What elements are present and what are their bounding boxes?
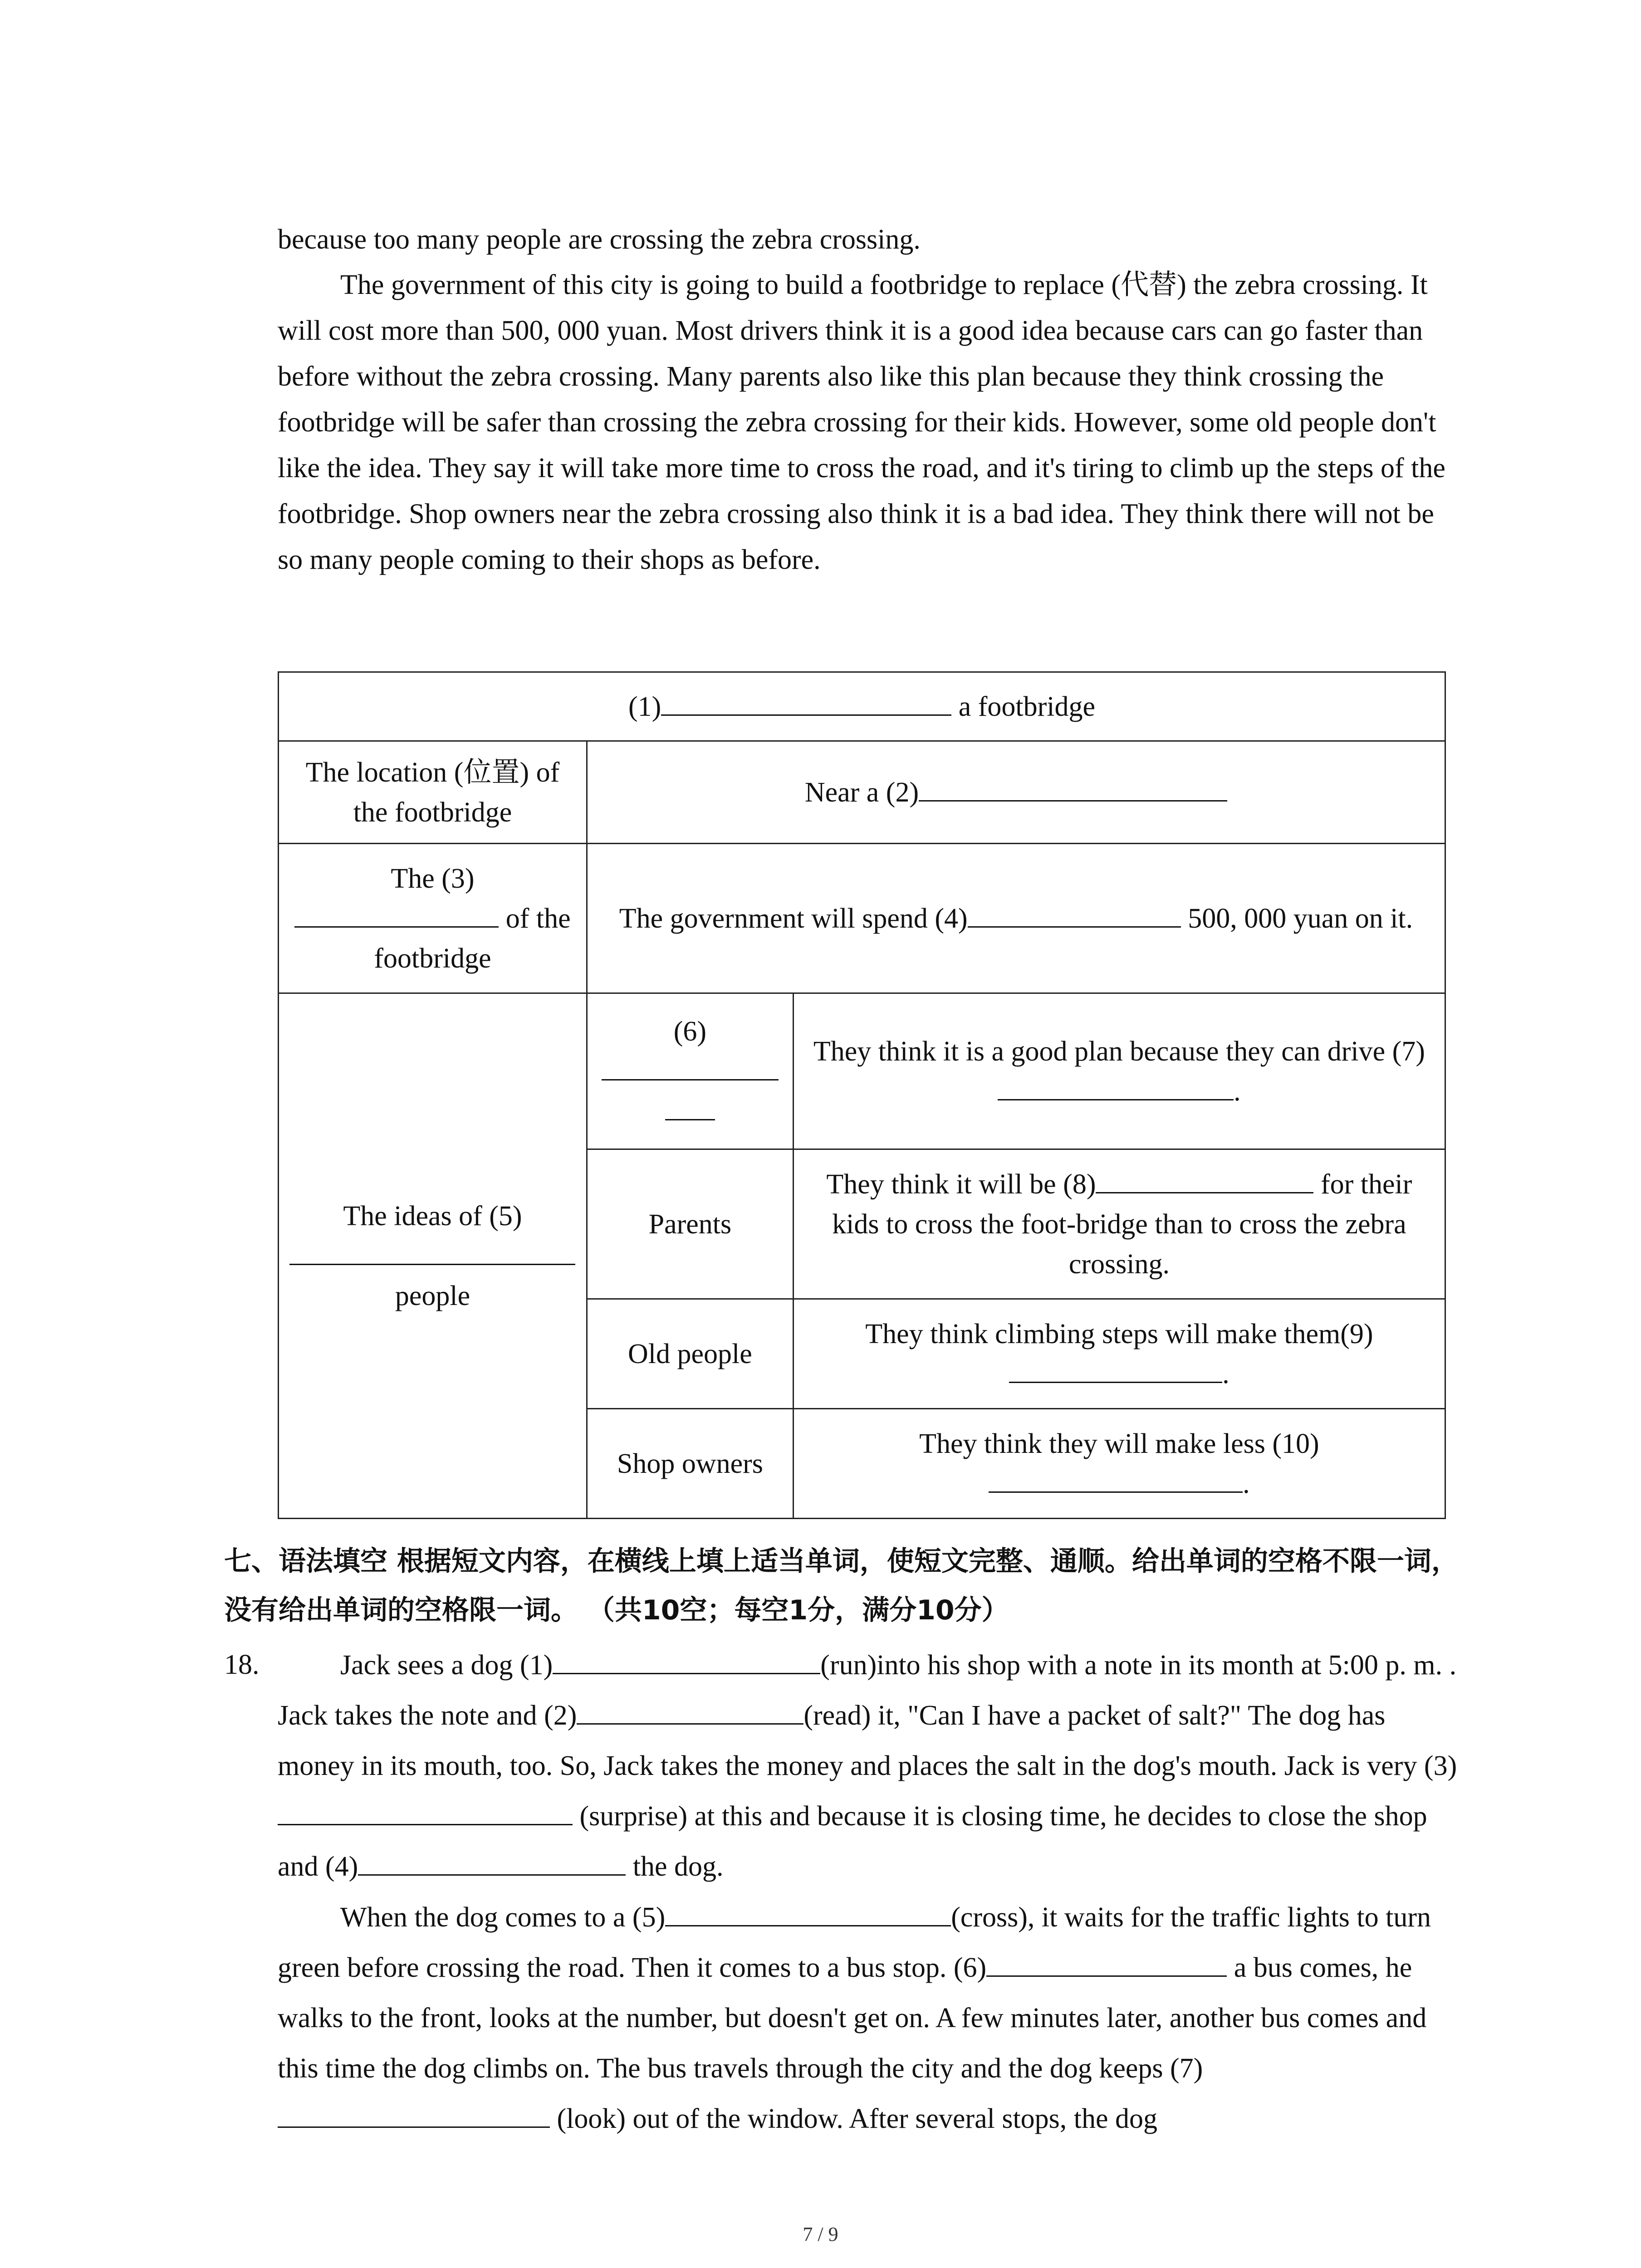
table-row-cost [279,844,1445,993]
blank-5[interactable] [289,1238,575,1265]
blank-7[interactable] [998,1074,1234,1100]
blank-1[interactable] [661,689,951,716]
shop-owners-idea-cell: They think they will make less (10) . [793,1409,1445,1519]
table-title-cell: (1) a footbridge [279,672,1445,741]
question-number: 18. [224,1649,260,1680]
table-row-location [279,741,1445,844]
q18-blank-6[interactable] [986,1950,1227,1977]
q18-blank-2[interactable] [577,1698,803,1725]
q18-blank-1[interactable] [553,1647,820,1674]
group-name-parents: Parents [587,1149,793,1299]
blank-3[interactable] [294,901,499,928]
blank-9[interactable] [1009,1356,1222,1383]
group-name-old-people: Old people [587,1299,793,1409]
group-name-cell-6: (6) [587,993,793,1149]
passage-line-top: because too many people are crossing the zebra crossing. [278,224,921,255]
drivers-idea-cell: They think it is a good plan because they can drive (7). [793,993,1445,1149]
question-18-paragraph-1: Jack sees a dog (1) (run)into his shop with a note in its month at 5:00 p. m. . Jack takes the note and (2) (read) it, "Can I have a packet of salt?" The dog has money in its mouth, too. So, Jack takes the money and places the salt in the dog's mouth. Jack is very (3) (surprise) at this and because it is closing time, he decides to close the shop and (4) the dog. [278,1640,1457,1892]
table-row-drivers [279,993,1445,1149]
old-people-idea-cell: They think climbing steps will make them(9) . [793,1299,1445,1409]
blank-6[interactable] [602,1054,779,1080]
q18-blank-4[interactable] [358,1849,626,1876]
location-value-cell: Near a (2) [587,741,1445,844]
info-table [278,671,1446,1519]
q18-blank-3[interactable] [278,1799,573,1825]
group-name-shop-owners: Shop owners [587,1409,793,1519]
question-18-paragraph-2: When the dog comes to a (5) (cross), it waits for the traffic lights to turn green before crossing the road. Then it comes to a bus stop. (6) a bus comes, he walks to the front, looks at the number, but doesn't get on. A few minutes later, another bus comes and this time the dog climbs on. The bus travels through the city and the dog keeps (7) (look) out of the window. After several stops, the dog [278,1892,1457,2144]
cost-value-cell: The government will spend (4) 500, 000 yuan on it. [587,844,1445,993]
blank-2[interactable] [919,775,1227,802]
section-title: 七、语法填空 根据短文内容，在横线上填上适当单词，使短文完整、通顺。给出单词的空格不限一词，没有给出单词的空格限一词。 （共10空；每空1分，满分10分） [224,1545,1459,1626]
ideas-label-cell: The ideas of (5) people [279,993,587,1519]
location-label-cell: The location (位置) of the footbridge [279,741,587,844]
q18-blank-5[interactable] [665,1900,951,1926]
table-row-title [279,672,1445,741]
blank-10[interactable] [989,1466,1243,1493]
blank-6-continued[interactable] [665,1094,715,1120]
blank-8[interactable] [1096,1167,1313,1193]
parents-idea-cell: They think it will be (8) for their kids to cross the foot-bridge than to cross the zebra crossing. [793,1149,1445,1299]
page-number: 7 / 9 [803,2223,838,2245]
cost-label-cell: The (3) of the footbridge [279,844,587,993]
passage-paragraph-2: The government of this city is going to build a footbridge to replace (代替) the zebra crossing. It will cost more than 500, 000 yuan. Most drivers think it is a good idea because cars can go faster than before without the zebra crossing. Many parents also like this plan because they think crossing the footbridge will be safer than crossing the zebra crossing for their kids. However, some old people don't like the idea. They say it will take more time to cross the road, and it's tiring to climb up the steps of the footbridge. Shop owners near the zebra crossing also think it is a bad idea. They think there will not be so many people coming to their shops as before. [278,269,1445,575]
q18-blank-7[interactable] [278,2101,550,2128]
blank-4[interactable] [968,901,1181,928]
